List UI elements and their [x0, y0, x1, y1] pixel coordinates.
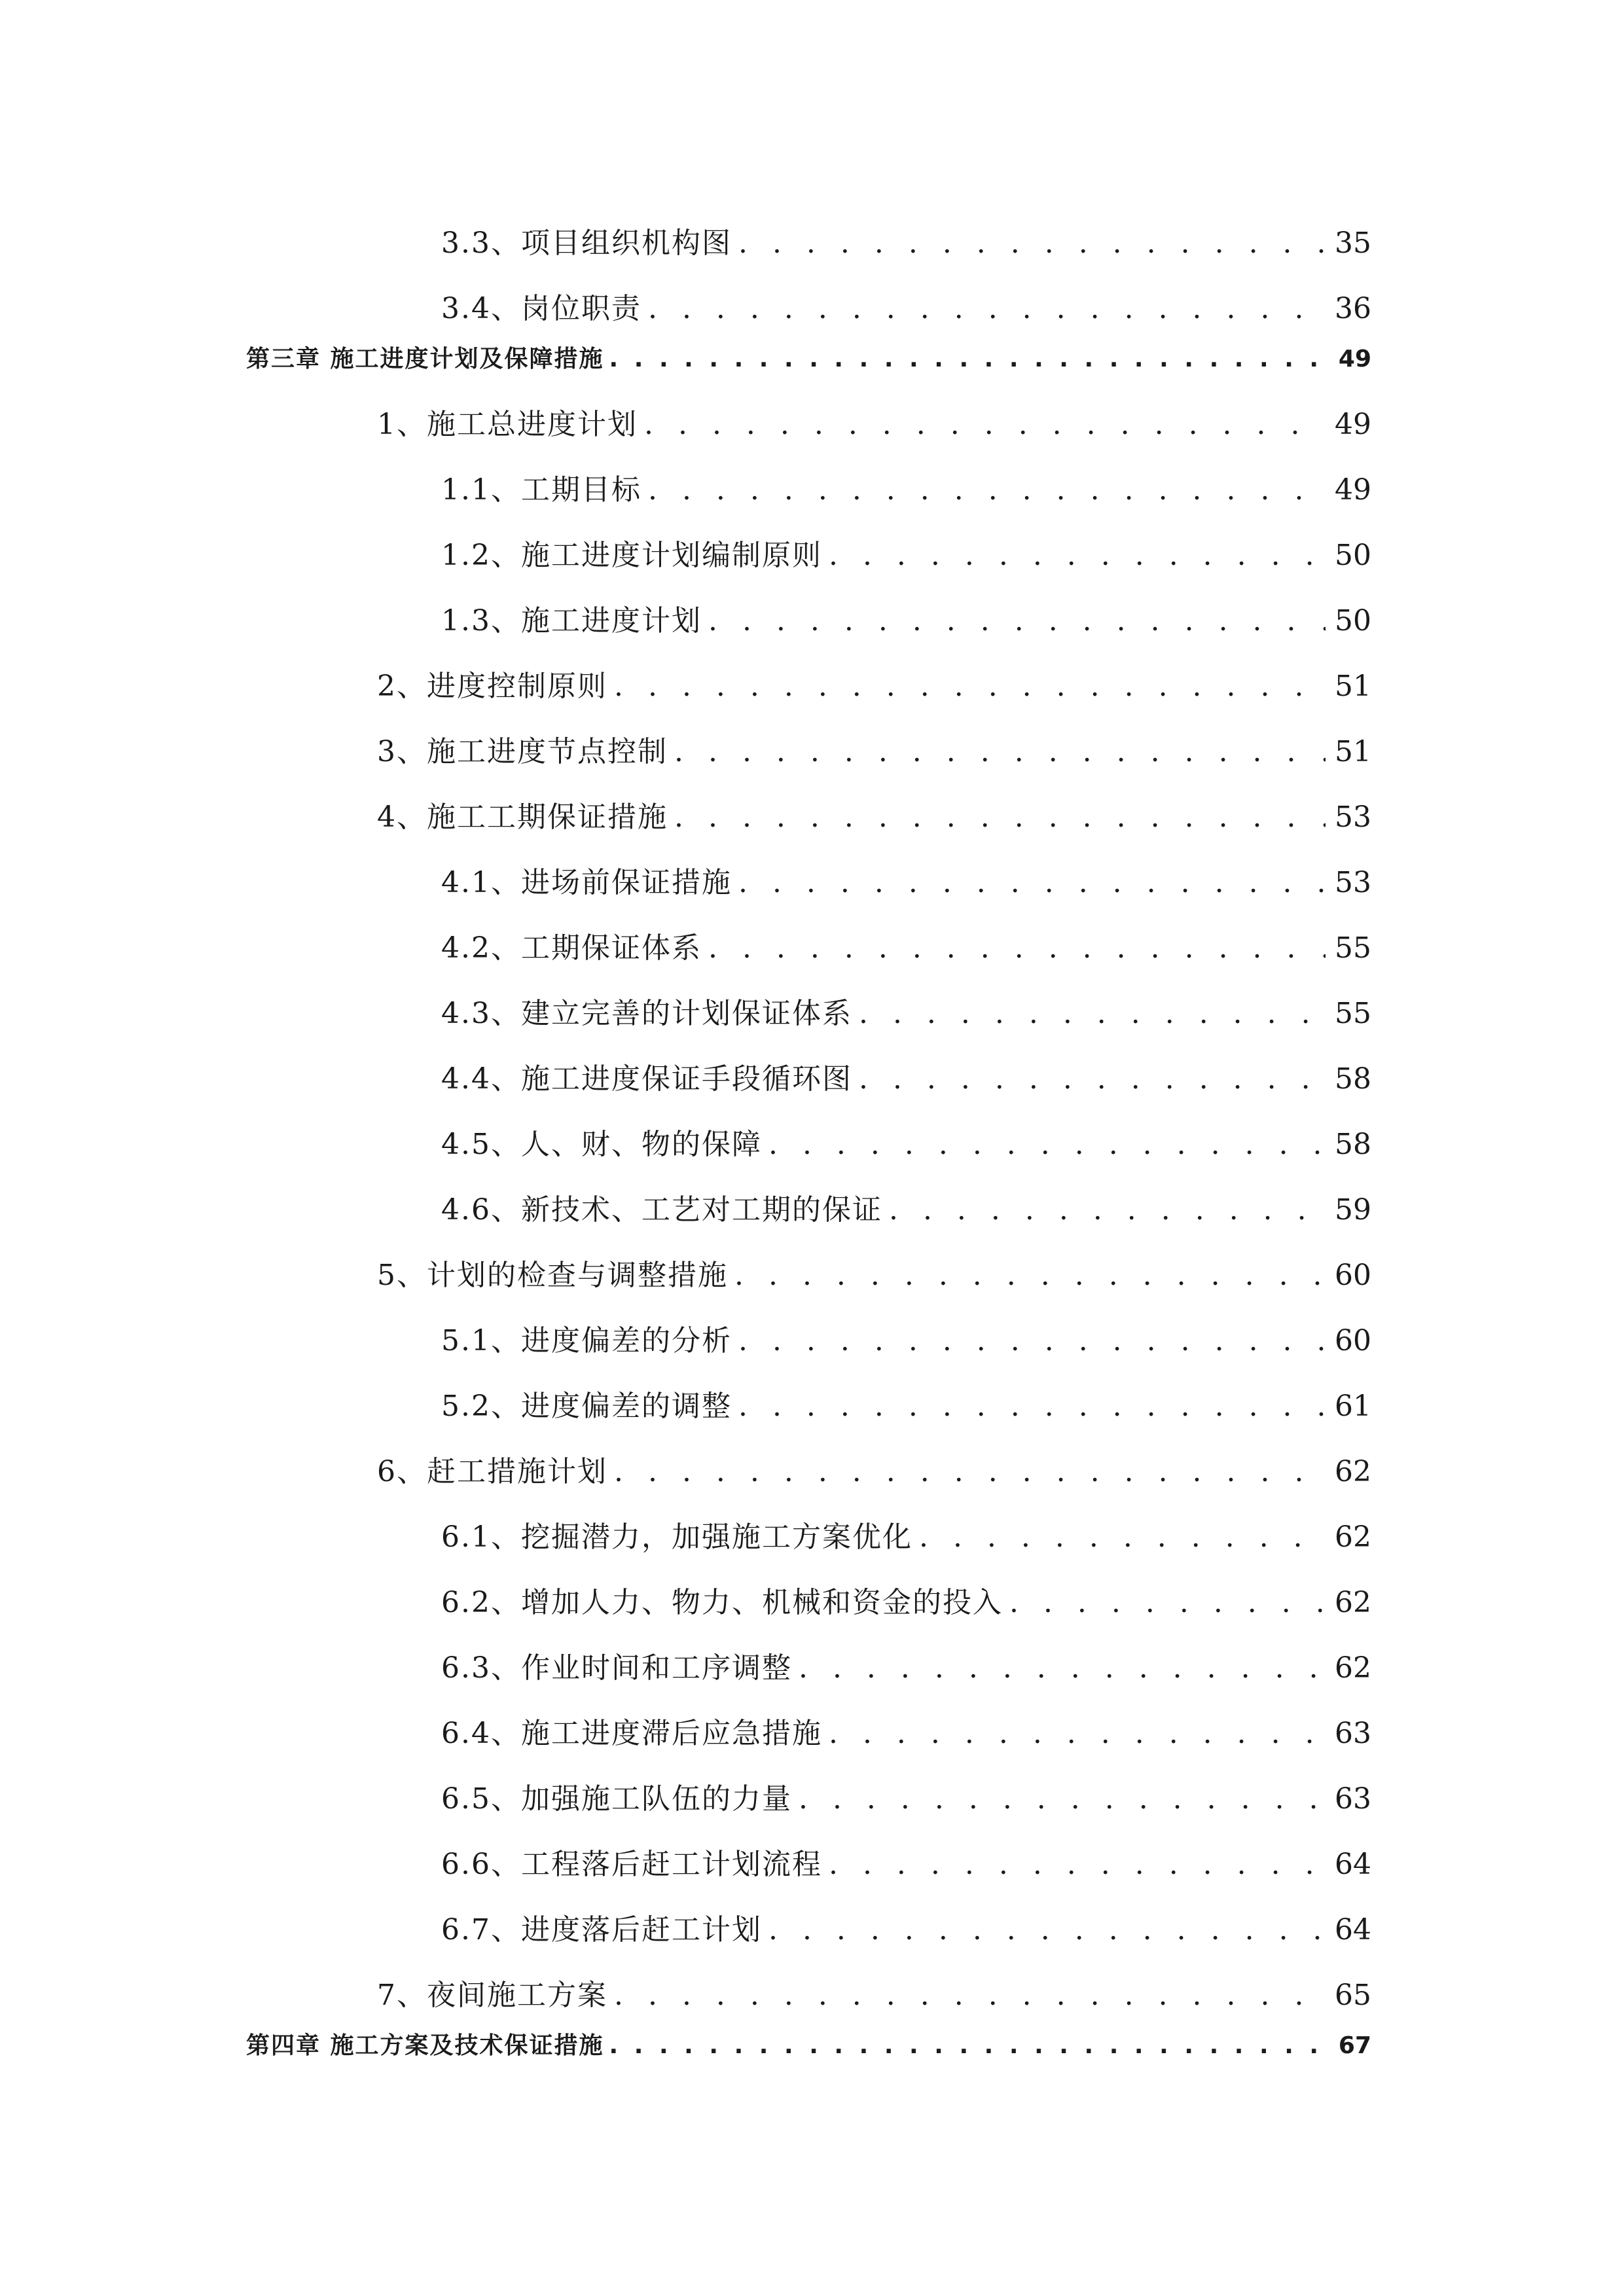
- toc-page-number: 64: [1335, 1848, 1371, 1881]
- toc-entry-4-2[interactable]: [441, 924, 1371, 963]
- dot-leader: [829, 1717, 1326, 1750]
- toc-entry-6-4[interactable]: [441, 1710, 1371, 1749]
- dot-leader: [829, 539, 1326, 572]
- toc-entry-title: 6.3、作业时间和工序调整: [441, 1651, 792, 1685]
- toc-chapter-4[interactable]: [246, 2027, 1371, 2061]
- toc-entry-title: 6、赶工措施计划: [377, 1455, 607, 1488]
- toc-entry-title: 6.6、工程落后赶工计划流程: [441, 1848, 822, 1881]
- toc-page-number: 53: [1335, 866, 1371, 899]
- toc-entry-6[interactable]: [377, 1448, 1371, 1487]
- dot-leader: [919, 1520, 1326, 1554]
- toc-entry-title: 1.2、施工进度计划编制原则: [441, 539, 822, 572]
- toc-entry-6-2[interactable]: [441, 1579, 1371, 1618]
- toc-entry-title: 6.7、进度落后赶工计划: [441, 1913, 762, 1946]
- toc-entry-title: 4.2、工期保证体系: [441, 931, 702, 965]
- dot-leader: [738, 1390, 1326, 1423]
- toc-page-number: 35: [1335, 226, 1371, 260]
- toc-entry-title: 1.1、工期目标: [441, 473, 641, 507]
- toc-entry-4-3[interactable]: [441, 990, 1371, 1029]
- toc-page-number: 60: [1335, 1259, 1371, 1292]
- toc-page-number: 63: [1335, 1717, 1371, 1750]
- toc-entry-4-6[interactable]: [441, 1186, 1371, 1225]
- toc-entry-4-5[interactable]: [441, 1121, 1371, 1160]
- toc-entry-title: 6.2、增加人力、物力、机械和资金的投入: [441, 1586, 1003, 1619]
- toc-entry-6-6[interactable]: [441, 1840, 1371, 1880]
- dot-leader: [889, 1193, 1326, 1227]
- toc-entry-1-2[interactable]: [441, 531, 1371, 571]
- toc-entry-4-1[interactable]: [441, 859, 1371, 898]
- dot-leader: [768, 1128, 1326, 1161]
- toc-page-number: 55: [1335, 931, 1371, 965]
- toc-page-number: 49: [1338, 346, 1371, 372]
- toc-page-number: 62: [1335, 1651, 1371, 1685]
- toc-entry-title: 4.4、施工进度保证手段循环图: [441, 1062, 852, 1096]
- toc-page-number: 65: [1335, 1979, 1371, 2012]
- toc-entry-3[interactable]: [377, 728, 1371, 767]
- toc-entry-3-3[interactable]: [441, 219, 1371, 259]
- toc-entry-6-1[interactable]: [441, 1513, 1371, 1552]
- toc-entry-title: 4.5、人、财、物的保障: [441, 1128, 762, 1161]
- toc-entry-title: 6.1、挖掘潜力，加强施工方案优化: [441, 1520, 912, 1554]
- toc-page-number: 61: [1335, 1390, 1371, 1423]
- dot-leader: [799, 1651, 1326, 1685]
- dot-leader: [614, 670, 1326, 703]
- toc-entry-title: 5、计划的检查与调整措施: [377, 1259, 728, 1292]
- toc-entry-title: 5.1、进度偏差的分析: [441, 1324, 732, 1357]
- dot-leader: [859, 1062, 1326, 1096]
- dot-leader: [738, 226, 1326, 260]
- toc-page-number: 58: [1335, 1062, 1371, 1096]
- dot-leader: [1009, 1586, 1326, 1619]
- toc-page-number: 59: [1335, 1193, 1371, 1227]
- dot-leader: [768, 1913, 1326, 1946]
- toc-entry-5-2[interactable]: [441, 1382, 1371, 1422]
- toc-entry-5-1[interactable]: [441, 1317, 1371, 1356]
- toc-entry-title: 3.4、岗位职责: [441, 292, 641, 325]
- toc-page-number: 62: [1335, 1455, 1371, 1488]
- dot-leader: [708, 931, 1326, 965]
- toc-entry-1-1[interactable]: [441, 466, 1371, 505]
- dot-leader: [674, 800, 1326, 834]
- toc-entry-title: 4.6、新技术、工艺对工期的保证: [441, 1193, 882, 1227]
- dot-leader: [799, 1782, 1326, 1816]
- dot-leader: [614, 1979, 1326, 2012]
- toc-entry-4-4[interactable]: [441, 1055, 1371, 1094]
- toc-entry-title: 1.3、施工进度计划: [441, 604, 702, 637]
- toc-entry-title: 7、夜间施工方案: [377, 1979, 607, 2012]
- dot-leader: [609, 346, 1328, 372]
- toc-entry-1-3[interactable]: [441, 597, 1371, 636]
- toc-entry-title: 6.4、施工进度滞后应急措施: [441, 1717, 822, 1750]
- toc-page-number: 64: [1335, 1913, 1371, 1946]
- toc-page-number: 49: [1335, 473, 1371, 507]
- toc-chapter-title: 第四章 施工方案及技术保证措施: [246, 2032, 604, 2059]
- toc-entry-title: 2、进度控制原则: [377, 670, 607, 703]
- toc-entry-6-3[interactable]: [441, 1644, 1371, 1683]
- toc-entry-title: 3.3、项目组织机构图: [441, 226, 732, 260]
- toc-page-number: 67: [1338, 2032, 1371, 2059]
- toc-entry-title: 4、施工工期保证措施: [377, 800, 668, 834]
- toc-page-number: 51: [1335, 670, 1371, 703]
- toc-page-number: 50: [1335, 604, 1371, 637]
- toc-entry-title: 5.2、进度偏差的调整: [441, 1390, 732, 1423]
- dot-leader: [738, 866, 1326, 899]
- dot-leader: [708, 604, 1326, 637]
- toc-entry-title: 4.3、建立完善的计划保证体系: [441, 997, 852, 1030]
- toc-entry-4[interactable]: [377, 793, 1371, 833]
- toc-entry-3-4[interactable]: [441, 285, 1371, 324]
- toc-page-number: 55: [1335, 997, 1371, 1030]
- toc-page-number: 63: [1335, 1782, 1371, 1816]
- dot-leader: [614, 1455, 1326, 1488]
- toc-entry-title: 3、施工进度节点控制: [377, 735, 668, 768]
- toc-entry-5[interactable]: [377, 1251, 1371, 1291]
- toc-page-number: 53: [1335, 800, 1371, 834]
- dot-leader: [648, 292, 1326, 325]
- toc-page-number: 51: [1335, 735, 1371, 768]
- dot-leader: [829, 1848, 1326, 1881]
- toc-chapter-3[interactable]: [246, 340, 1371, 374]
- toc-entry-title: 1、施工总进度计划: [377, 408, 638, 441]
- toc-entry-title: 6.5、加强施工队伍的力量: [441, 1782, 792, 1816]
- toc-page-number: 36: [1335, 292, 1371, 325]
- dot-leader: [734, 1259, 1326, 1292]
- dot-leader: [738, 1324, 1326, 1357]
- toc-entry-1[interactable]: [377, 401, 1371, 440]
- toc-page-number: 62: [1335, 1520, 1371, 1554]
- toc-page-number: 49: [1335, 408, 1371, 441]
- toc-page-number: 62: [1335, 1586, 1371, 1619]
- toc-entry-7[interactable]: [377, 1971, 1371, 2011]
- dot-leader: [648, 473, 1326, 507]
- toc-entry-6-7[interactable]: [441, 1906, 1371, 1945]
- toc-page-number: 58: [1335, 1128, 1371, 1161]
- dot-leader: [644, 408, 1326, 441]
- toc-page-number: 60: [1335, 1324, 1371, 1357]
- dot-leader: [609, 2032, 1328, 2059]
- toc-entry-title: 4.1、进场前保证措施: [441, 866, 732, 899]
- dot-leader: [674, 735, 1326, 768]
- toc-entry-6-5[interactable]: [441, 1775, 1371, 1814]
- toc-page-number: 50: [1335, 539, 1371, 572]
- dot-leader: [859, 997, 1326, 1030]
- toc-entry-2[interactable]: [377, 662, 1371, 702]
- toc-chapter-title: 第三章 施工进度计划及保障措施: [246, 346, 604, 372]
